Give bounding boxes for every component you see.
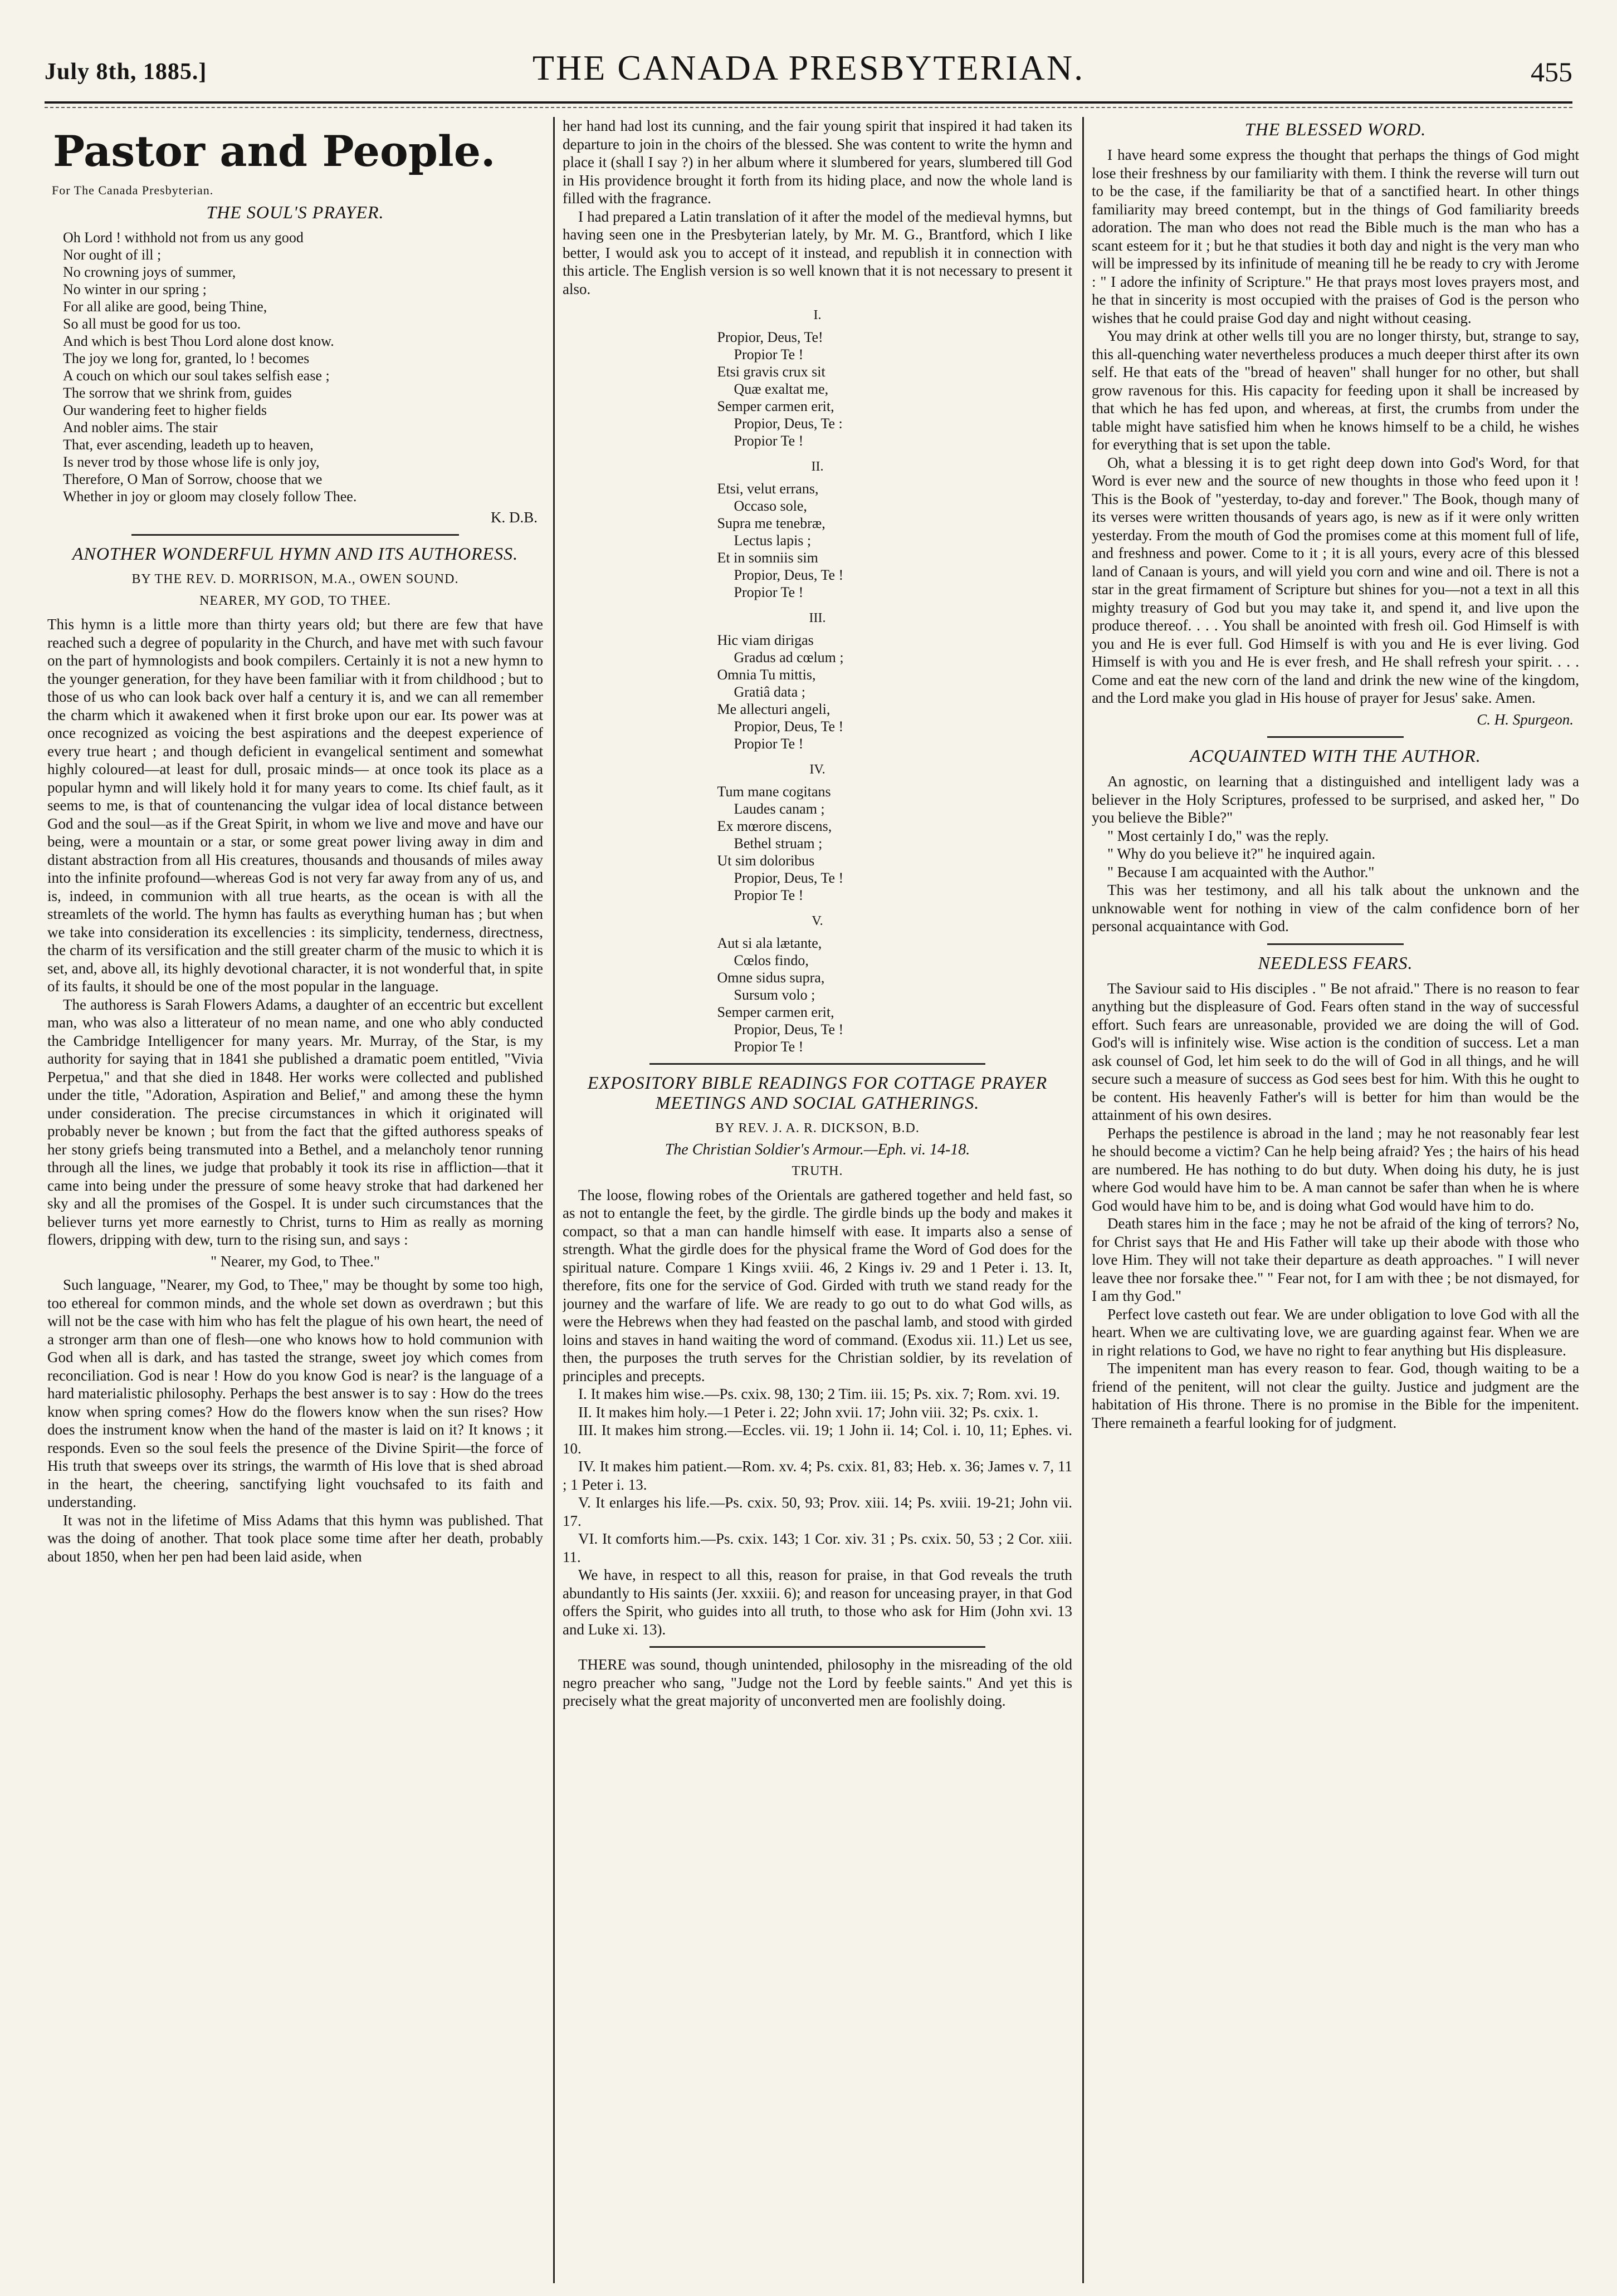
latin-line: Etsi gravis crux sit <box>717 364 825 380</box>
hymn-quote: " Nearer, my God, to Thee." <box>211 1252 380 1270</box>
article-paragraph: Death stares him in the face ; may he not be afraid of the king of terrors? No, for Christ says that He and His Father will take up their abode with those who love Him. They will not take their departure as death approaches. " I will never leave thee nor forsake thee." " Fear not, for I am with thee ; be not dismayed, for I am thy God." <box>1092 1215 1579 1304</box>
separator-rule <box>649 1646 986 1648</box>
scripture-references <box>563 1385 1072 1566</box>
poem-line: No crowning joys of summer, <box>63 263 236 280</box>
latin-line: Semper carmen erit, <box>717 1004 834 1020</box>
stanza-numeral: II. <box>811 459 824 474</box>
separator-rule <box>649 1063 986 1065</box>
latin-line: Quæ exaltat me, <box>734 381 829 397</box>
latin-line: Occaso sole, <box>734 498 807 514</box>
latin-line: Propior, Deus, Te ! <box>734 567 844 583</box>
poem-line: Nor ought of ill ; <box>63 246 162 263</box>
latin-line: Gradus ad cœlum ; <box>734 649 844 665</box>
latin-line: Propior Te ! <box>734 433 804 449</box>
stanza-numeral: I. <box>813 308 822 322</box>
reference-item: II. It makes him holy.—1 Peter i. 22; John xvii. 17; John viii. 32; Ps. cxix. 1. <box>578 1403 1039 1421</box>
latin-line: Et in somniis sim <box>717 550 818 566</box>
separator-rule <box>131 534 458 536</box>
latin-line: Supra me tenebræ, <box>717 515 825 531</box>
article-paragraph: I have heard some express the thought that perhaps the things of God might lose their freshness by our familiarity with them. I think the reverse will turn out to be the case, if the familiarity be that of a sanctified heart. In other things familiarity may breed contempt, but in the things of God familiarity breeds adoration. The man who does not read the Bible much is the man who has a scant esteem for it ; but he that studies it both day and night is the very man who will be impressed by its infinitude of meaning till he be ready to cry with Jerome : " I adore the infinity of Scripture." He that prays most loves prayers most, and he that in sincerity is most occupied with the praises of God is the person who wishes that he could praise God day and night without ceasing. <box>1092 146 1579 326</box>
reference-item: V. It enlarges his life.—Ps. cxix. 50, 93; Prov. xiii. 14; Ps. xviii. 19-21; John vii. 17. <box>563 1494 1072 1529</box>
latin-line: Omne sidus supra, <box>717 970 825 986</box>
latin-line: Aut si ala lætante, <box>717 935 822 951</box>
article-paragraph: This was her testimony, and all his talk about the unknown and the unknowable went for nothing in view of the calm confidence born of her personal acquaintance with God. <box>1092 882 1579 934</box>
column-1 <box>47 117 543 2289</box>
article-subtitle: NEARER, MY GOD, TO THEE. <box>199 593 391 608</box>
stanza-numeral: V. <box>812 914 823 928</box>
column-3 <box>1092 117 1579 2289</box>
latin-line: Sursum volo ; <box>734 987 815 1003</box>
reference-item: VI. It comforts him.—Ps. cxix. 143; 1 Cor. xiv. 31 ; Ps. cxix. 50, 53 ; 2 Cor. xiii. 11. <box>563 1530 1072 1565</box>
dialogue-line: " Most certainly I do," was the reply. <box>1107 827 1329 844</box>
page-number: 455 <box>1531 56 1572 87</box>
latin-line: Lectus lapis ; <box>734 532 812 549</box>
article-paragraph: Perhaps the pestilence is abroad in the land ; may he not reasonably fear lest he should become a victim? Can he help being afraid? Yes ; the hairs of his head are numbered. He has nothing to do but duty. When doing his duty, he is just where God would have him to be. A man cannot be safer than when he is where God would have him to be, and is doing what God would have him to do. <box>1092 1124 1579 1214</box>
poem-line: Is never trod by those whose life is only joy, <box>63 453 320 470</box>
latin-line: Propior, Deus, Te ! <box>734 870 844 886</box>
latin-line: Omnia Tu mittis, <box>717 667 816 683</box>
masthead-rule <box>45 101 1572 104</box>
poem-line: No winter in our spring ; <box>63 281 207 297</box>
poem-line: For all alike are good, being Thine, <box>63 298 267 315</box>
article-paragraph: Perfect love casteth out fear. We are under obligation to love God with all the heart. When we are cultivating love, we are guarding against fear. When we are in right relations to God, we have no right to fear anything but His displeasure. <box>1092 1305 1579 1359</box>
latin-line: Semper carmen erit, <box>717 398 834 414</box>
article-paragraph: The impenitent man has every reason to fear. God, though waiting to be a friend of the penitent, will not clear the guilty. Justice and judgment are the habitation of His throne. There is no promise in the Bible for the impenitent. There remaineth a fearful looking for of judgment. <box>1092 1360 1579 1431</box>
latin-line: Propior Te ! <box>734 346 804 363</box>
article-paragraph: The authoress is Sarah Flowers Adams, a daughter of an eccentric but excellent man, who was also a litterateur of no mean name, and one who ably conducted the Cambridge Intelligencer for many years. Mr. Murray, of the Star, is my authority for saying that in 1841 she published a dramatic poem entitled, "Vivia Perpetua," and that she died in 1848. Her works were collected and published under the title, "Adoration, Aspiration and Belief," and among these the hymn under consideration. The precise circumstances in which it originated will probably never be known ; but from the fact that the gifted authoress speaks of her stony griefs being transmuted into a Bethel, and a melancholy tenor running through all the lines, we judge that probably it took its rise in affliction—that it came into being under the pressure of some heavy stroke that had darkened her sky and all the promises of the Gospel. It is under such circumstances that the believer turns yet more earnestly to Christ, turns to Him as really as morning flowers, dripping with dew, turn to the rising sun, and says : <box>47 996 543 1248</box>
poem-line: The sorrow that we shrink from, guides <box>63 384 292 401</box>
latin-line: Propior, Deus, Te ! <box>734 1021 844 1037</box>
latin-line: Tum mane cogitans <box>717 784 831 800</box>
column-divider <box>553 117 555 2283</box>
latin-line: Bethel struam ; <box>734 835 823 851</box>
separator-rule <box>1267 943 1404 945</box>
poem-title: THE SOUL'S PRAYER. <box>206 202 384 222</box>
section-title: Pastor and People. <box>53 126 496 176</box>
latin-line: Me allecturi angeli, <box>717 701 831 717</box>
latin-line: Propior, Deus, Te ! <box>734 718 844 735</box>
article-paragraph: THERE was sound, though unintended, philosophy in the misreading of the old negro preacher who sang, "Judge not the Lord by feeble saints." And yet this is precisely what the great majority of unconverted men are foolishly doing. <box>563 1656 1072 1709</box>
column-2 <box>563 117 1072 2289</box>
latin-line: Cœlos findo, <box>734 952 809 968</box>
latin-line: Ut sim doloribus <box>717 853 815 869</box>
article-title: NEEDLESS FEARS. <box>1258 952 1413 973</box>
article-title: EXPOSITORY BIBLE READINGS FOR COTTAGE PRAYER MEETINGS AND SOCIAL GATHERINGS. <box>587 1073 1048 1113</box>
latin-line: Hic viam dirigas <box>717 632 814 648</box>
article-title: THE BLESSED WORD. <box>1244 119 1427 139</box>
latin-line: Propior Te ! <box>734 584 804 600</box>
latin-hymn <box>717 307 918 1055</box>
issue-date: July 8th, 1885.] <box>45 59 207 85</box>
newspaper-title: THE CANADA PRESBYTERIAN. <box>532 48 1085 87</box>
article-paragraph: We have, in respect to all this, reason for praise, in that God reveals the truth abundantly to His saints (Jer. xxxiii. 6); and reason for unceasing prayer, in that God offers the Spirit, who guides into all truth, to those who ask for Him (John xvi. 13 and Luke xi. 13). <box>563 1566 1072 1638</box>
article-title: ACQUAINTED WITH THE AUTHOR. <box>1190 746 1481 766</box>
poem-signature: K. D.B. <box>490 508 538 526</box>
article-byline: BY THE REV. D. MORRISON, M.A., OWEN SOUND. <box>131 572 459 586</box>
dialogue-line: " Why do you believe it?" he inquired again. <box>1107 845 1376 862</box>
latin-line: Gratiâ data ; <box>734 684 805 700</box>
dialogue-line: " Because I am acquainted with the Author." <box>1107 863 1375 880</box>
latin-line: Propior Te ! <box>734 1039 804 1055</box>
masthead-dashed-rule <box>45 107 1572 108</box>
poem-line: Our wandering feet to higher fields <box>63 402 267 418</box>
separator-rule <box>1267 736 1404 738</box>
latin-line: Etsi, velut errans, <box>717 481 819 497</box>
poem-line: Whether in joy or gloom may closely follow Thee. <box>63 488 357 505</box>
article-paragraph: The Saviour said to His disciples . " Be not afraid." There is no reason to fear anything but the displeasure of God. Fears often stand in the way of successful effort. Such fears are unreasonable, provided we are doing the will of God. God's will is infinitely wise. Wise action is the condition of success. Let a man ask counsel of God, let him seek to do the will of God in all things, and he will secure such a measure of success as God sees best for him. With this he ought to be content. His heavenly Father's will is better for him than would be the attainment of his own desires. <box>1092 980 1579 1123</box>
reading-title: The Christian Soldier's Armour.—Eph. vi. 14-18. <box>665 1140 970 1158</box>
poem-line: That, ever ascending, leadeth up to heaven, <box>63 436 314 453</box>
poem-line: And nobler aims. The stair <box>63 419 218 435</box>
article-paragraph: You may drink at other wells till you are no longer thirsty, but, strange to say, this all-quenching water nevertheless produces a much deeper thirst after its own self. He that eats of the "bread of heaven" shall hunger for no other, but shall grow ravenous for this. His capacity for feeding upon it shall be increased by that which he has fed upon, and whereas, at first, the crumbs from under the table might have satisfied him when he knows himself to be a child, he wishes for everything that is set upon the table. <box>1092 327 1579 453</box>
article-paragraph: It was not in the lifetime of Miss Adams that this hymn was published. That was the doing of another. That took place some time after her death, probably about 1850, when her pen had been laid aside, when <box>47 1511 543 1565</box>
latin-line: Propior, Deus, Te : <box>734 415 843 432</box>
article-paragraph: An agnostic, on learning that a distinguished and intelligent lady was a believer in the Holy Scriptures, professed to be surprised, and asked her, " Do you believe the Bible?" <box>1092 773 1579 826</box>
poem-line: A couch on which our soul takes selfish ease ; <box>63 367 330 384</box>
article-paragraph: This hymn is a little more than thirty years old; but there are few that have reached such a degree of popularity in the Church, and have met with such favour on the part of hymnologists and book compilers. Certainly it is not a new hymn to the younger generation, for they have been familiar with it from childhood ; but to those of us who can look back over half a century it is, and we can all remember the charm which it awakened when it first broke upon our ear. Its power was at once recognized as voicing the best aspirations and the deepest experience of every true heart ; and though deficient in evangelical sentiment and somewhat highly coloured—at least for dull, prosaic minds— at once took its place as a popular hymn and will likely hold it for many years to come. Its chief fault, as it seems to me, is that of countenancing the vulgar idea of local distance between God and the soul—as if the Great Spirit, in whom we live and move and have our being, were a mountain or a star, or some great power living away in dim and distant abstraction from all His creatures, thousands and thousands of miles away into the infinite profound—whereas God is not very far away from any of us, and is, indeed, in communion with all true hearts, as the ocean is with all the streamlets of the world. The hymn has faults as everything human has ; but when we take into consideration its excellencies : its simplicity, tenderness, directness, the charm of its versification and the still greater charm of the music to which it is set, and, above all, its highly devotional character, it is not wonderful that, in spite of its faults, it should be one of the most popular in the language. <box>47 616 543 995</box>
article-title: ANOTHER WONDERFUL HYMN AND ITS AUTHORESS. <box>72 544 519 564</box>
reference-item: III. It makes him strong.—Eccles. vii. 19; 1 John ii. 14; Col. i. 10, 11; Ephes. vi. 10. <box>563 1422 1072 1457</box>
latin-line: Propior Te ! <box>734 736 804 752</box>
poem-line: Therefore, O Man of Sorrow, choose that we <box>63 471 323 487</box>
latin-line: Propior Te ! <box>734 887 804 903</box>
poem-souls-prayer <box>63 229 543 505</box>
article-paragraph: The loose, flowing robes of the Orientals are gathered together and held fast, so as not to entangle the feet, by the girdle. The girdle binds up the body and makes it compact, so that a man can handle himself with ease. It imparts also a sense of strength. What the girdle does for the physical frame the Word of God does for the spiritual nature. Compare 1 Kings xviii. 46, 2 Kings iv. 29 and 1 Peter i. 13. It, therefore, fits one for the service of God. Girded with truth we stand ready for the journey and the warfare of life. We are ready to go out to do what God wills, as were the Hebrews when they had feasted on the paschal lamb, and stood with girded loins and staves in hand waiting the word of command. (Exodus xii. 11.) Let us see, then, the purposes the truth serves for the Christian soldier, by its revelation of principles and precepts. <box>563 1186 1072 1384</box>
article-subtitle: TRUTH. <box>792 1164 843 1178</box>
article-paragraph: Oh, what a blessing it is to get right deep down into God's Word, for that Word is ever new and the source of new thoughts in those who feed upon it ! This is the Book of "yesterday, to-day and forever." The Book, though many of its verses were written thousands of years ago, is new as if it were only written yesterday. From the mouth of God the promises come at this moment full of life, and freshness and power. Come to it ; it is all yours, every acre of this blessed land of Canaan is yours, and will yield you corn and wine and oil. There is not a star in the great firmament of Scripture but shines for you—not a text in all this mighty treasury of God but you may take it, and spend it, and live upon the produce thereof. . . . You shall be anointed with fresh oil. God Himself is with you and He is ever full. God Himself is with you and He is ever living. God Himself is with you and He is ever fresh, and He shall refresh your spirit. . . . Come and eat the new corn of the land and drink the new wine of the kingdom, and the Lord make you glad in His house of prayer for Jesus' sake. Amen. <box>1092 454 1579 706</box>
article-paragraph: her hand had lost its cunning, and the fair young spirit that inspired it had taken its departure to join in the choirs of the blessed. She was content to write the hymn and place it (shall I say ?) in her album where it slumbered for years, slumbered till God in His providence brought it forth from its hiding place, and now the whole land is filled with the fragrance. <box>563 118 1072 207</box>
article-paragraph: Such language, "Nearer, my God, to Thee," may be thought by some too high, too ethereal for common minds, and the whole set down as overdrawn ; but this will not be the case with him who has felt the plague of his own heart, the need of a stronger arm than one of flesh—one who knows how to hold communion with God when all is dark, and has tasted the strange, sweet joy which comes from reconciliation. God is near ! How do you know God is near? is the language of a hard materialistic philosophy. Perhaps the best answer is to say : How do the trees know when spring comes? How do the flowers know when the sun rises? How does the instrument know when the hand of the master is laid on it? It knows ; it responds. Even so the soul feels the presence of the Divine Spirit—the force of His truth that sweeps over its strings, the warmth of His love that is shed abroad in the heart, the cheering, sanctifying light vouchsafed to its faith and understanding. <box>47 1276 543 1510</box>
reference-item: IV. It makes him patient.—Rom. xv. 4; Ps. cxix. 81, 83; Heb. x. 36; James v. 7, 11 ; 1 Peter i. 13. <box>563 1458 1072 1493</box>
latin-line: Ex mœrore discens, <box>717 818 832 834</box>
latin-line: Laudes canam ; <box>734 801 825 817</box>
poem-line: The joy we long for, granted, lo ! becomes <box>63 350 310 366</box>
poem-line: So all must be good for us too. <box>63 315 241 332</box>
column-divider <box>1082 117 1084 2283</box>
article-byline: BY REV. J. A. R. DICKSON, B.D. <box>715 1121 920 1135</box>
masthead <box>45 47 1572 97</box>
for-line: For The Canada Presbyterian. <box>52 183 214 197</box>
article-paragraph: I had prepared a Latin translation of it after the model of the medieval hymns, but having seen one in the Presbyterian lately, by Mr. M. G., Brantford, which I like better, I would ask you to accept of it instead, and republish it in connection with this article. The English version is so well known that it is not necessary to present it also. <box>563 208 1072 297</box>
latin-line: Propior, Deus, Te! <box>717 329 823 345</box>
poem-line: Oh Lord ! withhold not from us any good <box>63 229 304 246</box>
poem-line: And which is best Thou Lord alone dost know. <box>63 332 334 349</box>
article-signature: C. H. Spurgeon. <box>1477 711 1574 728</box>
stanza-numeral: IV. <box>809 762 825 777</box>
stanza-numeral: III. <box>809 611 826 625</box>
reference-item: I. It makes him wise.—Ps. cxix. 98, 130; 2 Tim. iii. 15; Ps. xix. 7; Rom. xvi. 19. <box>578 1386 1060 1402</box>
